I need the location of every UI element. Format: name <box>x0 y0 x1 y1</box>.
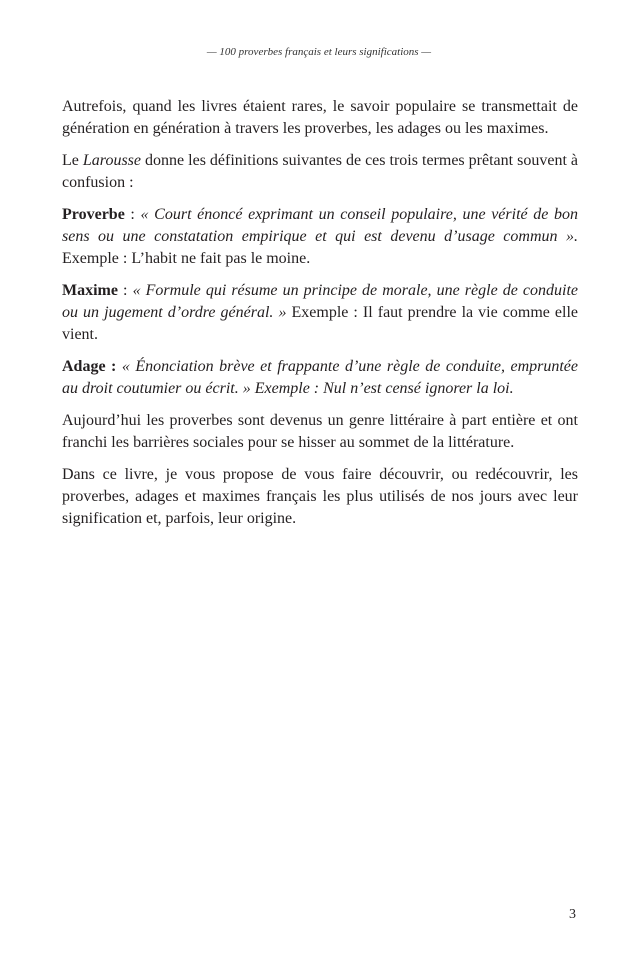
paragraph-intro: Autrefois, quand les livres étaient rares, le savoir populaire se transmettait de génération en génération à travers les proverbes, les adages ou les maximes. <box>62 98 578 137</box>
paragraph-proverbe <box>62 204 578 270</box>
term-proverbe: Proverbe <box>62 206 125 223</box>
larousse-name: Larousse <box>82 152 141 169</box>
term-maxime: Maxime <box>62 282 118 299</box>
body-text <box>62 96 578 540</box>
example-proverbe: Exemple : L’habit ne fait pas le moine. <box>62 250 311 267</box>
sep-proverbe: : <box>124 206 141 223</box>
running-header: — 100 proverbes français et leurs significations — <box>206 46 432 58</box>
example-maxime: Exemple : Il faut prendre la vie comme elle vient. <box>62 304 579 343</box>
larousse-post: donne les définitions suivantes de ces trois termes prêtant souvent à confusion : <box>62 152 579 191</box>
paragraph-maxime <box>62 280 578 346</box>
paragraph-aujourdhui: Aujourd’hui les proverbes sont devenus un genre littéraire à part entière et ont franchi les barrières sociales pour se hisser au sommet de la littérature. <box>62 412 578 451</box>
paragraph-larousse <box>62 150 578 194</box>
paragraph-adage <box>62 356 578 400</box>
larousse-pre: Le <box>62 152 83 169</box>
definition-adage: « Énonciation brève et frappante d’une règle de conduite, empruntée au droit coutumier ou écrit. » Exemple : Nul n’est censé ignorer la loi. <box>62 358 578 397</box>
term-adage: Adage : <box>62 358 117 375</box>
definition-proverbe: « Court énoncé exprimant un conseil populaire, une vérité de bon sens ou une constatation empirique et qui est devenu d’usage commun ». <box>62 206 579 245</box>
sep-maxime: : <box>117 282 133 299</box>
page-number: 3 <box>569 907 576 922</box>
paragraph-livre: Dans ce livre, je vous propose de vous faire découvrir, ou redécouvrir, les proverbes, adages et maximes français les plus utilisés de nos jours avec leur signification et, parfois, leur origine. <box>62 466 578 527</box>
definition-maxime: « Formule qui résume un principe de morale, une règle de conduite ou un jugement d’ordre général. » <box>62 282 578 321</box>
